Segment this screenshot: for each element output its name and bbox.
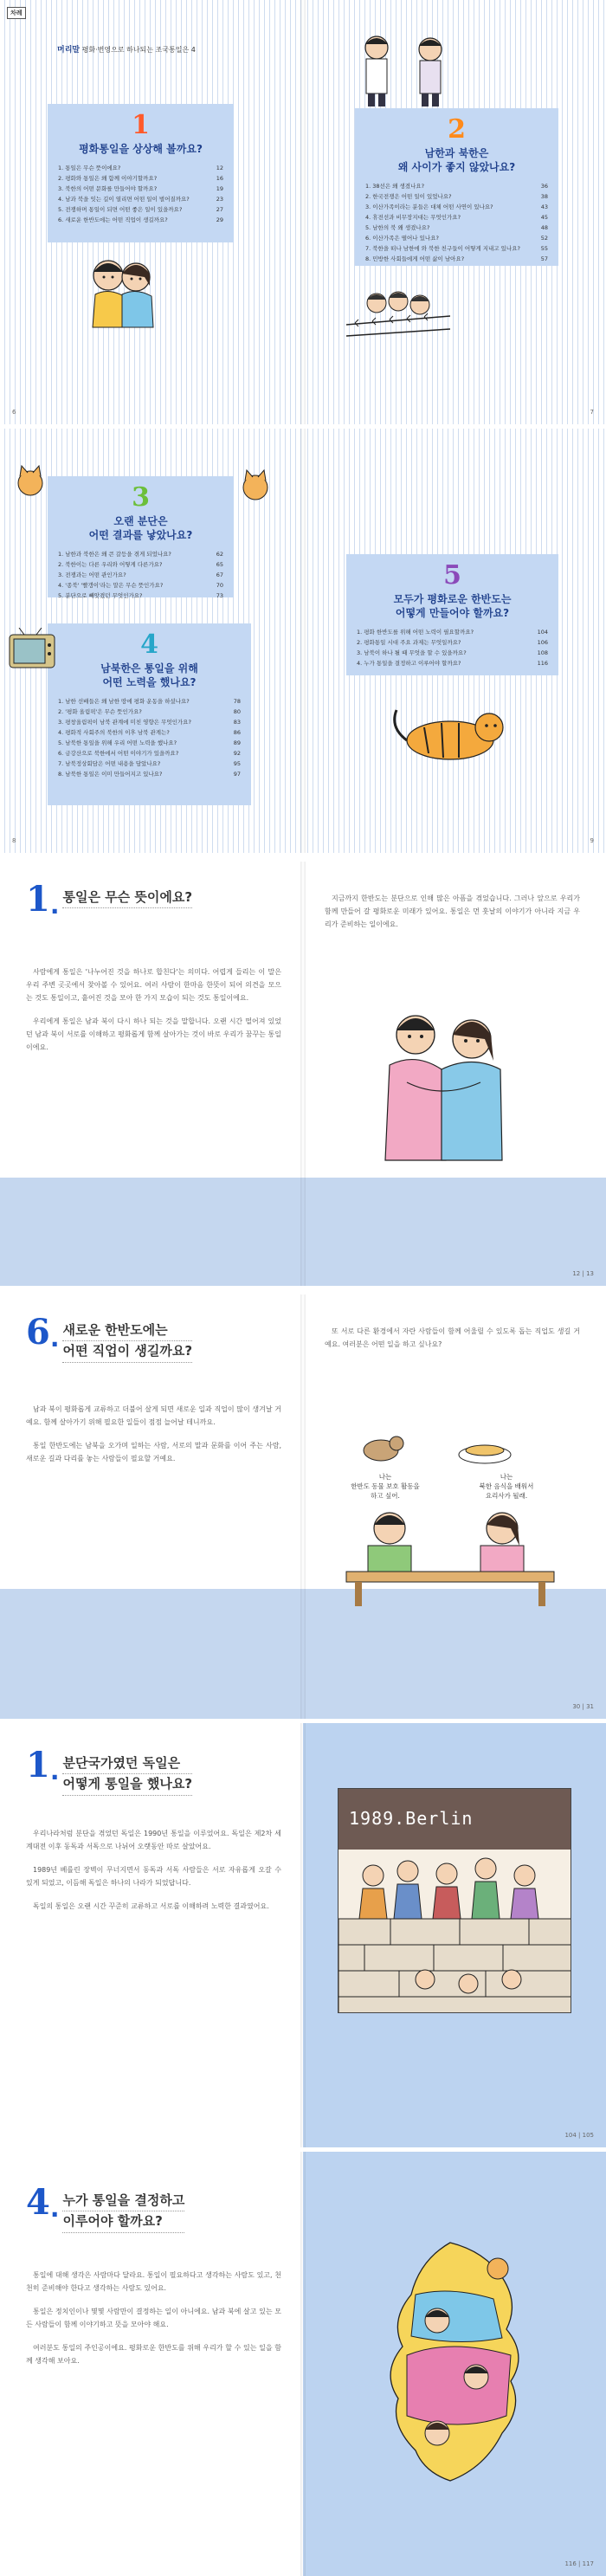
toc-item[interactable] — [58, 759, 241, 769]
chapter-title — [58, 514, 223, 542]
toc-item[interactable] — [365, 254, 548, 264]
body-text — [325, 1325, 580, 1361]
blue-band — [0, 1589, 303, 1719]
chapter-title-line1: 남북한은 통일을 위해 — [100, 662, 198, 675]
animals-and-food-illustration — [355, 1424, 528, 1468]
toc-item-page: 19 — [216, 185, 223, 193]
toc-page-7 — [303, 0, 606, 424]
chapter-heading: 1 . 통일은 무슨 뜻이에요? — [26, 879, 193, 920]
chapter-number: 5 — [443, 560, 461, 591]
toc-item-title: 5. 남북한 통일을 위해 우리 어떤 노력을 했나요? — [58, 739, 177, 747]
toc-item-page: 80 — [233, 708, 241, 716]
toc-item-title: 6. 금강산으로 북한에서 어떤 이야기가 있을까요? — [58, 750, 179, 758]
toc-item[interactable] — [58, 184, 223, 194]
toc-item-title: 5. 분단으로 빼앗겼던 무엇인가요? — [58, 592, 143, 600]
paragraph: 통일 한반도에는 남북을 오가며 일하는 사람, 서로의 말과 문화를 이어 주는 사람, 새로운 길과 다리를 놓는 사람들이 필요할 거예요. — [26, 1442, 281, 1462]
toc-item-page: 48 — [540, 224, 548, 232]
chapter-title-line1: 오랜 분단은 — [113, 515, 168, 527]
toc-item-title: 5. 남한의 북 왜 생겼나요? — [365, 224, 430, 232]
toc-page-9 — [303, 429, 606, 853]
chapter-number: 3 — [132, 482, 150, 513]
paragraph: 통일은 정치인이나 몇몇 사람만이 결정하는 일이 아니에요. 남과 북에 살고 있는 모든 사람들이 함께 이야기하고 뜻을 모아야 해요. — [26, 2308, 281, 2328]
toc-item-page: 29 — [216, 216, 223, 224]
toc-item[interactable] — [58, 769, 241, 779]
toc-item-title: 3. 남북이 하나 될 때 무엇을 할 수 있을까요? — [357, 649, 467, 657]
toc-item[interactable] — [58, 204, 223, 215]
chapter-title-line2: 어떤 결과를 낳았나요? — [88, 529, 193, 542]
toc-item[interactable] — [58, 707, 241, 717]
toc-item-page: 55 — [540, 245, 548, 253]
toc-item-title: 1. 평화 한반도를 위해 어떤 노력이 필요할까요? — [357, 629, 474, 636]
paragraph: 지금까지 한반도는 분단으로 인해 많은 아픔을 겪었습니다. 그러나 앞으로 우리가 함께 만들어 갈 평화로운 미래가 있어요. 통일은 먼 훗날의 이야기가 아니라 지금 우리가 준비하는 일이에요. — [325, 894, 580, 928]
cats-illustration-2 — [234, 463, 277, 507]
page-117 — [303, 2152, 606, 2576]
page-number-left: 8 — [12, 837, 16, 844]
toc-item[interactable] — [357, 658, 548, 668]
chapter-number: 6 — [26, 1312, 50, 1353]
toc-item[interactable] — [58, 717, 241, 727]
toc-item[interactable] — [365, 223, 548, 233]
chapter-heading: 1 . 분단국가였던 독일은 어떻게 통일을 했나요? — [26, 1749, 192, 1796]
page-number-right: 12 | 13 — [572, 1270, 594, 1277]
toc-item-page: 65 — [216, 561, 223, 569]
toc-item[interactable] — [58, 163, 223, 173]
toc-item-page: 95 — [233, 760, 241, 768]
speech-left: 나는 한반도 동물 보호 활동을 하고 싶어. — [351, 1473, 420, 1500]
chapter-spread-30-31 — [0, 1294, 606, 1719]
page-number-right-value: 13 — [586, 1270, 594, 1277]
chapter-title: 분단국가였던 독일은 어떻게 통일을 했나요? — [62, 1753, 192, 1796]
toc-item-title: 4. '종북' '빨갱이'라는 말은 무슨 뜻인가요? — [58, 582, 164, 590]
toc-item-page: 16 — [216, 175, 223, 183]
toc-item-page: 67 — [216, 571, 223, 579]
toc-item-page: 43 — [540, 203, 548, 211]
page-104 — [0, 1723, 303, 2147]
page-116 — [0, 2152, 303, 2576]
toc-item[interactable] — [365, 233, 548, 243]
toc-item[interactable] — [58, 748, 241, 759]
toc-item-page: 78 — [233, 698, 241, 706]
page-number-left: 104 — [564, 2132, 577, 2139]
toc-item[interactable] — [58, 696, 241, 707]
toc-item-page: 106 — [537, 639, 548, 647]
toc-chapter-5 — [346, 554, 558, 675]
toc-item-page: 89 — [233, 739, 241, 747]
toc-chapter-4 — [48, 623, 251, 805]
toc-item-title: 2. '평화 올림픽'은 무슨 뜻인가요? — [58, 708, 142, 716]
toc-item-page: 92 — [233, 750, 241, 758]
toc-item-page: 45 — [540, 214, 548, 222]
toc-item-title: 2. 한국전쟁은 어떤 일이 있었나요? — [365, 193, 452, 201]
chapter-title-line2: 왜 사이가 좋지 않았나요? — [397, 161, 516, 174]
berlin-wall-crowd-icon — [338, 1850, 571, 2013]
page-number-right-value: 31 — [586, 1703, 594, 1710]
chapter-title-line2: 어떻게 만들어야 할까요? — [395, 607, 510, 620]
page-number-right: 104 | 105 — [564, 2132, 594, 2139]
chapter-spread-116-117 — [0, 2152, 606, 2576]
page-number-left: 116 — [564, 2560, 577, 2567]
berlin-illustration — [338, 1788, 571, 2013]
toc-spread-1 — [0, 0, 606, 424]
toc-label: 차례 — [7, 7, 26, 19]
paragraph: 여러분도 통일의 주인공이에요. 평화로운 한반도를 위해 우리가 할 수 있는 일을 함께 생각해 보아요. — [26, 2344, 281, 2365]
toc-page-6 — [0, 0, 303, 424]
toc-item[interactable] — [58, 727, 241, 738]
toc-item[interactable] — [58, 738, 241, 748]
toc-item[interactable] — [58, 570, 223, 580]
toc-item-page: 86 — [233, 729, 241, 737]
toc-chapter-2 — [355, 108, 558, 266]
toc-item-title: 6. 새로운 한반도에는 어떤 직업이 생길까요? — [58, 216, 168, 224]
toc-item-page: 73 — [216, 592, 223, 600]
toc-item-title: 3. 이산가족이라는 분들은 대체 어떤 사연이 있나요? — [365, 203, 493, 211]
blue-band — [0, 1178, 303, 1286]
toc-item-title: 3. 평창올림픽이 남북 관계에 미친 영향은 무엇인가요? — [58, 719, 191, 726]
paragraph: 통일에 대해 생각은 사람마다 달라요. 통일이 필요하다고 생각하는 사람도 있고, 천천히 준비해야 한다고 생각하는 사람도 있어요. — [26, 2271, 281, 2292]
chapter-title-line2: 어떤 노력을 했나요? — [102, 676, 197, 689]
toc-item-title: 4. 평화적 사회주의 북한의 이후 남북 관계는? — [58, 729, 170, 737]
toc-item-page: 97 — [233, 771, 241, 778]
blue-band — [303, 1589, 606, 1719]
toc-item-title: 4. 남과 북을 잇는 길이 열리면 어떤 일이 벌어질까요? — [58, 196, 190, 203]
chapter-title — [365, 146, 548, 174]
chapter-number: 4 — [26, 2182, 50, 2223]
toc-item[interactable] — [58, 559, 223, 570]
toc-item[interactable] — [58, 215, 223, 225]
chapter-number: 4 — [140, 629, 158, 660]
chapter-title: 누가 통일을 결정하고 이루어야 할까요? — [62, 2191, 184, 2233]
toc-item-page: 52 — [540, 235, 548, 242]
toc-item-page: 12 — [216, 165, 223, 172]
intro-line — [57, 43, 196, 55]
chapter-spread-12-13 — [0, 862, 606, 1286]
toc-item-page: 108 — [537, 649, 548, 657]
toc-item-page: 57 — [540, 255, 548, 263]
paragraph: 남과 북이 평화롭게 교류하고 더불어 살게 되면 새로운 일과 직업이 많이 생겨날 거예요. 함께 살아가기 위해 필요한 일들이 점점 늘어날 테니까요. — [26, 1405, 281, 1426]
toc-item[interactable] — [365, 191, 548, 202]
toc-item-title: 1. 38선은 왜 생겼나요? — [365, 183, 425, 190]
toc-item-title: 6. 이산가족은 떨어나 있나요? — [365, 235, 439, 242]
chapter-title — [357, 592, 548, 620]
toc-item-page: 70 — [216, 582, 223, 590]
intro-text: 평화·번영으로 하나되는 조국통일은 4 — [81, 46, 196, 54]
body-text — [26, 1403, 281, 1475]
toc-item-page: 104 — [537, 629, 548, 636]
toc-item[interactable] — [365, 212, 548, 223]
toc-item[interactable] — [365, 181, 548, 191]
tiger-illustration — [390, 693, 511, 771]
chapter-title — [58, 662, 241, 689]
toc-item-title: 4. 누가 통일을 결정하고 이루어야 할까요? — [357, 660, 461, 668]
toc-item-title: 7. 남북정상회담은 어떤 내용을 담았나요? — [58, 760, 161, 768]
chapter-number: 2 — [448, 114, 466, 145]
page-31 — [303, 1294, 606, 1719]
body-text — [26, 2269, 281, 2378]
tv-illustration — [7, 628, 59, 675]
page-number-right: 30 | 31 — [572, 1703, 594, 1710]
chapter-title: 새로운 한반도에는 어떤 직업이 생길까요? — [62, 1320, 192, 1363]
toc-item-title: 1. 남한과 북한은 왜 큰 갈등을 겪게 되었나요? — [58, 551, 171, 558]
toc-item-title: 8. 민방한 사회들에게 어떤 삶이 남아요? — [365, 255, 465, 263]
toc-item-title: 5. 전쟁하며 통일이 되면 어떤 좋은 일이 있을까요? — [58, 206, 183, 214]
toc-chapter-3 — [48, 476, 234, 600]
toc-item[interactable] — [58, 194, 223, 204]
page-12 — [0, 862, 303, 1286]
toc-item[interactable] — [58, 580, 223, 591]
body-text — [325, 892, 580, 941]
page-number-right-value: 117 — [582, 2560, 594, 2567]
intro-label: 머리말 — [57, 46, 81, 55]
page-number-right-value: 105 — [582, 2132, 594, 2139]
toc-item-title: 1. 통일은 무슨 뜻이에요? — [58, 165, 121, 172]
toc-item[interactable] — [58, 549, 223, 559]
toc-item-title: 4. 휴전선과 비무장지대는 무엇인가요? — [365, 214, 461, 222]
toc-item-page: 27 — [216, 206, 223, 214]
chapter-heading: 6 . 새로운 한반도에는 어떤 직업이 생길까요? — [26, 1316, 192, 1363]
toc-item[interactable] — [365, 243, 548, 254]
chapter-heading: 4 . 누가 통일을 결정하고 이루어야 할까요? — [26, 2186, 184, 2233]
arguing-people-illustration — [351, 30, 455, 108]
toc-item-page: 116 — [537, 660, 548, 668]
page-number-right: 116 | 117 — [564, 2560, 594, 2567]
page-number-right: 7 — [590, 409, 594, 416]
cats-illustration — [9, 459, 52, 502]
toc-item-title: 2. 평화통일 시대 주요 과제는 무엇일까요? — [357, 639, 461, 647]
toc-item[interactable] — [365, 202, 548, 212]
barbed-wire-crowd-illustration — [346, 277, 450, 355]
toc-item[interactable] — [58, 591, 223, 601]
page-105 — [303, 1723, 606, 2147]
toc-item[interactable] — [357, 637, 548, 648]
body-text — [26, 965, 281, 1064]
paragraph: 1989년 베를린 장벽이 무너지면서 동독과 서독 사람들은 서로 자유롭게 오갈 수 있게 되었고, 이듬해 독일은 하나의 나라가 되었답니다. — [26, 1866, 281, 1887]
toc-item-title: 3. 전쟁과는 어떤 관인가요? — [58, 571, 126, 579]
chapter-title: 통일은 무슨 뜻이에요? — [62, 888, 192, 908]
toc-item[interactable] — [58, 173, 223, 184]
paragraph: 사람에게 통일은 '나누어진 것을 하나로 합친다'는 의미다. 어렵게 들리는 이 말은 우리 주변 곳곳에서 찾아볼 수 있어요. 여러 사람이 한마음 한뜻이 되어 의견을 모으는 것도 통일이고, 흩어진 것을 모아 한 가지 모습이 되는 것도 통일이에요. — [26, 968, 281, 1002]
toc-item-title: 2. 북한이는 다른 우리와 어떻게 다른가요? — [58, 561, 163, 569]
chapter-title-line1: 모두가 평화로운 한반도는 — [393, 593, 512, 605]
toc-item-title: 8. 남북한 통일은 이미 만들어지고 있나요? — [58, 771, 163, 778]
toc-spread-2 — [0, 429, 606, 853]
chapter-title: 평화통일을 상상해 볼까요? — [79, 143, 203, 155]
toc-chapter-1 — [48, 104, 234, 242]
chapter-title-line1: 남한과 북한은 — [424, 147, 489, 159]
page-number-right: 9 — [590, 837, 594, 844]
hugging-kids-illustration — [82, 251, 164, 329]
paragraph: 독일의 통일은 오랜 시간 꾸준히 교류하고 서로를 이해하려 노력한 결과였어요. — [33, 1902, 269, 1910]
toc-item-title: 3. 북한의 어떤 문화를 만들어야 할까요? — [58, 185, 158, 193]
toc-item-page: 62 — [216, 551, 223, 558]
toc-item-title: 2. 평화와 통일은 왜 함께 이야기할까요? — [58, 175, 158, 183]
chapter-number: 1 — [26, 879, 50, 920]
toc-item-page: 36 — [540, 183, 548, 190]
toc-item-title: 1. 남한 선배들은 왜 남한 땅에 평화 운동을 하셨나요? — [58, 698, 190, 706]
chapter-number: 1 — [26, 1745, 50, 1785]
toc-item[interactable] — [357, 627, 548, 637]
page-number-left: 12 — [572, 1270, 581, 1277]
speech-right: 나는 북한 음식을 배워서 요리사가 될래. — [479, 1473, 534, 1500]
toc-item[interactable] — [357, 648, 548, 658]
blue-band — [303, 1178, 606, 1286]
paragraph: 우리에게 통일은 남과 북이 다시 하나 되는 것을 말합니다. 오랜 시간 떨어져 있었던 남과 북이 서로를 이해하고 평화롭게 함께 살아가는 것이 바로 우리가 꿈꾸는 통일이에요. — [26, 1017, 281, 1051]
kids-hugging-illustration — [355, 987, 528, 1165]
berlin-caption: 1989.Berlin — [349, 1808, 474, 1829]
page-13 — [303, 862, 606, 1286]
paragraph: 또 서로 다른 환경에서 자란 사람들이 함께 어울릴 수 있도록 돕는 직업도 생길 거예요. 여러분은 어떤 일을 하고 싶나요? — [325, 1327, 580, 1348]
body-text — [26, 1827, 281, 1923]
paragraph: 우리나라처럼 분단을 겪었던 독일은 1990년 통일을 이루었어요. 독일은 제2차 세계대전 이후 동독과 서독으로 나뉘어 오랫동안 따로 살았어요. — [26, 1830, 281, 1850]
kids-at-desk-illustration — [338, 1502, 563, 1606]
page-number-left: 30 — [572, 1703, 581, 1710]
toc-item-page: 83 — [233, 719, 241, 726]
chapter-number: 1 — [132, 110, 150, 140]
toc-item-page: 38 — [540, 193, 548, 201]
page-30 — [0, 1294, 303, 1719]
chapter-spread-104-105 — [0, 1723, 606, 2147]
toc-page-8 — [0, 429, 303, 853]
korea-map-kids-illustration — [355, 2234, 554, 2494]
toc-item-page: 23 — [216, 196, 223, 203]
toc-item-title: 7. 북한을 떠나 남한에 와 북한 친구들이 어떻게 지내고 있나요? — [365, 245, 520, 253]
page-number-left: 6 — [12, 409, 16, 416]
